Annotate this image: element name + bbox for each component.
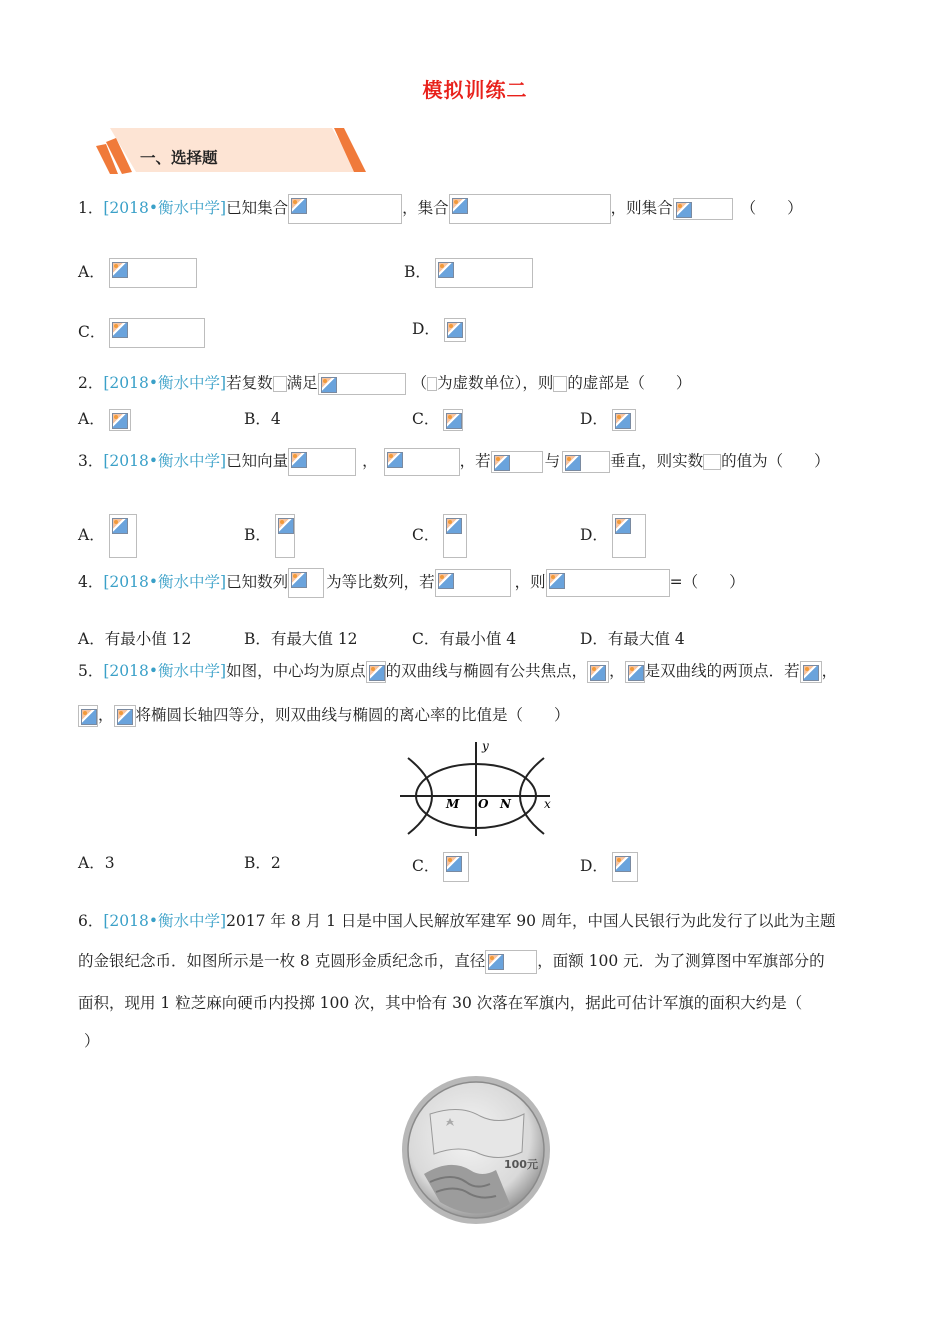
q1-bracket: （ ）: [740, 199, 803, 217]
broken-image-icon: [615, 518, 631, 534]
question-2: 2．[2018•衡水中学]若复数 满足 （ 为虚数单位），则 的虚部是（ ）: [78, 372, 691, 395]
broken-image-icon: [446, 518, 462, 534]
broken-image-icon: [803, 665, 819, 681]
q1-text: 已知集合: [226, 199, 289, 217]
question-6-line-2: 的金银纪念币．如图所示是一枚 8 克圆形金质纪念币，直径 ，面额 100 元．为了测算图中军旗部分的: [78, 950, 825, 974]
broken-image-icon: [438, 573, 454, 589]
formula-image: [485, 950, 537, 974]
formula-image: [587, 661, 609, 683]
q3-option-d: D．: [580, 514, 646, 558]
broken-image-icon: [291, 452, 307, 468]
broken-image-icon: [488, 954, 504, 970]
q4-option-b: B．有最大值 12: [244, 630, 358, 648]
q2-option-d: D．: [580, 408, 636, 431]
q3-option-b: B．: [244, 514, 295, 558]
q1-option-a: A．: [78, 258, 197, 288]
formula-image: [114, 705, 136, 727]
section-title: 一、选择题: [140, 148, 218, 167]
page-title: 模拟训练二: [422, 78, 528, 102]
formula-image: [288, 568, 324, 598]
broken-image-icon: [117, 709, 133, 725]
q1-number: 1．: [78, 199, 104, 217]
broken-image-icon: [615, 856, 631, 872]
broken-image-icon: [452, 198, 468, 214]
formula-image: [443, 514, 467, 558]
broken-image-icon: [278, 518, 294, 534]
formula-image: [288, 194, 402, 224]
q1-text: ，集合: [402, 199, 449, 217]
broken-image-icon: [112, 413, 128, 429]
formula-image: [384, 448, 460, 476]
fig-label-y: y: [482, 739, 489, 753]
question-6: 6．[2018•衡水中学]2017 年 8 月 1 日是中国人民解放军建军 90 周年，中国人民银行为此发行了以此为主题: [78, 912, 836, 930]
q5-option-b: B．2: [244, 854, 281, 872]
formula-image: [612, 852, 638, 882]
broken-image-icon: [112, 262, 128, 278]
formula-image: [612, 409, 636, 431]
formula-image: [449, 194, 611, 224]
q4-option-c: C．有最小值 4: [412, 630, 517, 648]
formula-image: [444, 318, 466, 342]
broken-image-icon: [81, 709, 97, 725]
fig-label-m: M: [446, 797, 460, 811]
broken-image-icon: [387, 452, 403, 468]
broken-image-icon: [676, 202, 692, 218]
formula-image: [435, 258, 533, 288]
ellipse-hyperbola-figure: [398, 738, 558, 838]
formula-image: [288, 448, 356, 476]
question-6-line-3: 面积，现用 1 粒芝麻向硬币内投掷 100 次，其中恰有 30 次落在军旗内，据此可估计军旗的面积大约是（: [78, 994, 803, 1012]
fig-label-n: N: [500, 797, 511, 811]
formula-image: [427, 377, 437, 391]
q2-option-a: A．: [78, 408, 131, 431]
broken-image-icon: [590, 665, 606, 681]
formula-image: [625, 661, 645, 683]
formula-image: [673, 198, 733, 220]
broken-image-icon: [615, 413, 631, 429]
q5-option-c: C．: [412, 852, 469, 882]
q1-option-d: D．: [412, 318, 466, 342]
q1-source: [2018•衡水中学]: [103, 199, 227, 217]
broken-image-icon: [549, 573, 565, 589]
fig-label-x: x: [544, 797, 551, 811]
question-4: 4．[2018•衡水中学]已知数列 为等比数列，若 ，则 =（ ）: [78, 568, 745, 598]
broken-image-icon: [494, 455, 510, 471]
broken-image-icon: [291, 572, 307, 588]
question-5: 5．[2018•衡水中学]如图，中心均为原点 的双曲线与椭圆有公共焦点， ， 是双曲线的两顶点．若 ，: [78, 660, 837, 683]
q3-option-a: A．: [78, 514, 137, 558]
question-1: [78, 194, 803, 224]
formula-image: [491, 451, 543, 473]
formula-image: [273, 376, 287, 392]
q4-option-d: D．有最大值 4: [580, 630, 685, 648]
q5-option-d: D．: [580, 852, 638, 882]
q3-option-c: C．: [412, 514, 467, 558]
fig-label-o: O: [478, 797, 489, 811]
broken-image-icon: [565, 455, 581, 471]
q1-option-c: C．: [78, 318, 205, 348]
formula-image: [109, 318, 205, 348]
formula-image: [546, 569, 670, 597]
formula-image: [366, 661, 386, 683]
broken-image-icon: [291, 198, 307, 214]
question-3: 3．[2018•衡水中学]已知向量 ， ，若 与 垂直，则实数 的值为（ ）: [78, 448, 830, 476]
formula-image: [612, 514, 646, 558]
formula-image: [800, 661, 822, 683]
question-5-line-2: ， 将椭圆长轴四等分，则双曲线与椭圆的离心率的比值是（ ）: [78, 704, 570, 727]
broken-image-icon: [438, 262, 454, 278]
formula-image: [78, 705, 98, 727]
broken-image-icon: [628, 665, 644, 681]
coin-denomination: 100元: [504, 1158, 538, 1171]
q4-option-a: A．有最小值 12: [78, 630, 192, 648]
broken-image-icon: [112, 518, 128, 534]
q1-option-b: B．: [404, 258, 533, 288]
commemorative-coin-image: [400, 1074, 552, 1226]
formula-image: [443, 852, 469, 882]
formula-image: [109, 514, 137, 558]
broken-image-icon: [446, 413, 462, 429]
question-6-line-4: ）: [84, 1032, 100, 1050]
q5-option-a: A．3: [78, 854, 115, 872]
formula-image: [553, 376, 567, 392]
broken-image-icon: [446, 856, 462, 872]
broken-image-icon: [369, 665, 385, 681]
q2-option-c: C．: [412, 408, 463, 431]
section-header-banner: [96, 128, 366, 174]
formula-image: [562, 451, 610, 473]
formula-image: [703, 454, 721, 470]
formula-image: [318, 373, 406, 395]
formula-image: [109, 258, 197, 288]
formula-image: [275, 514, 295, 558]
formula-image: [109, 409, 131, 431]
broken-image-icon: [447, 322, 463, 338]
q1-text: ，则集合: [610, 199, 673, 217]
broken-image-icon: [321, 377, 337, 393]
formula-image: [435, 569, 511, 597]
formula-image: [443, 409, 463, 431]
broken-image-icon: [112, 322, 128, 338]
q2-option-b: B．4: [244, 410, 281, 428]
